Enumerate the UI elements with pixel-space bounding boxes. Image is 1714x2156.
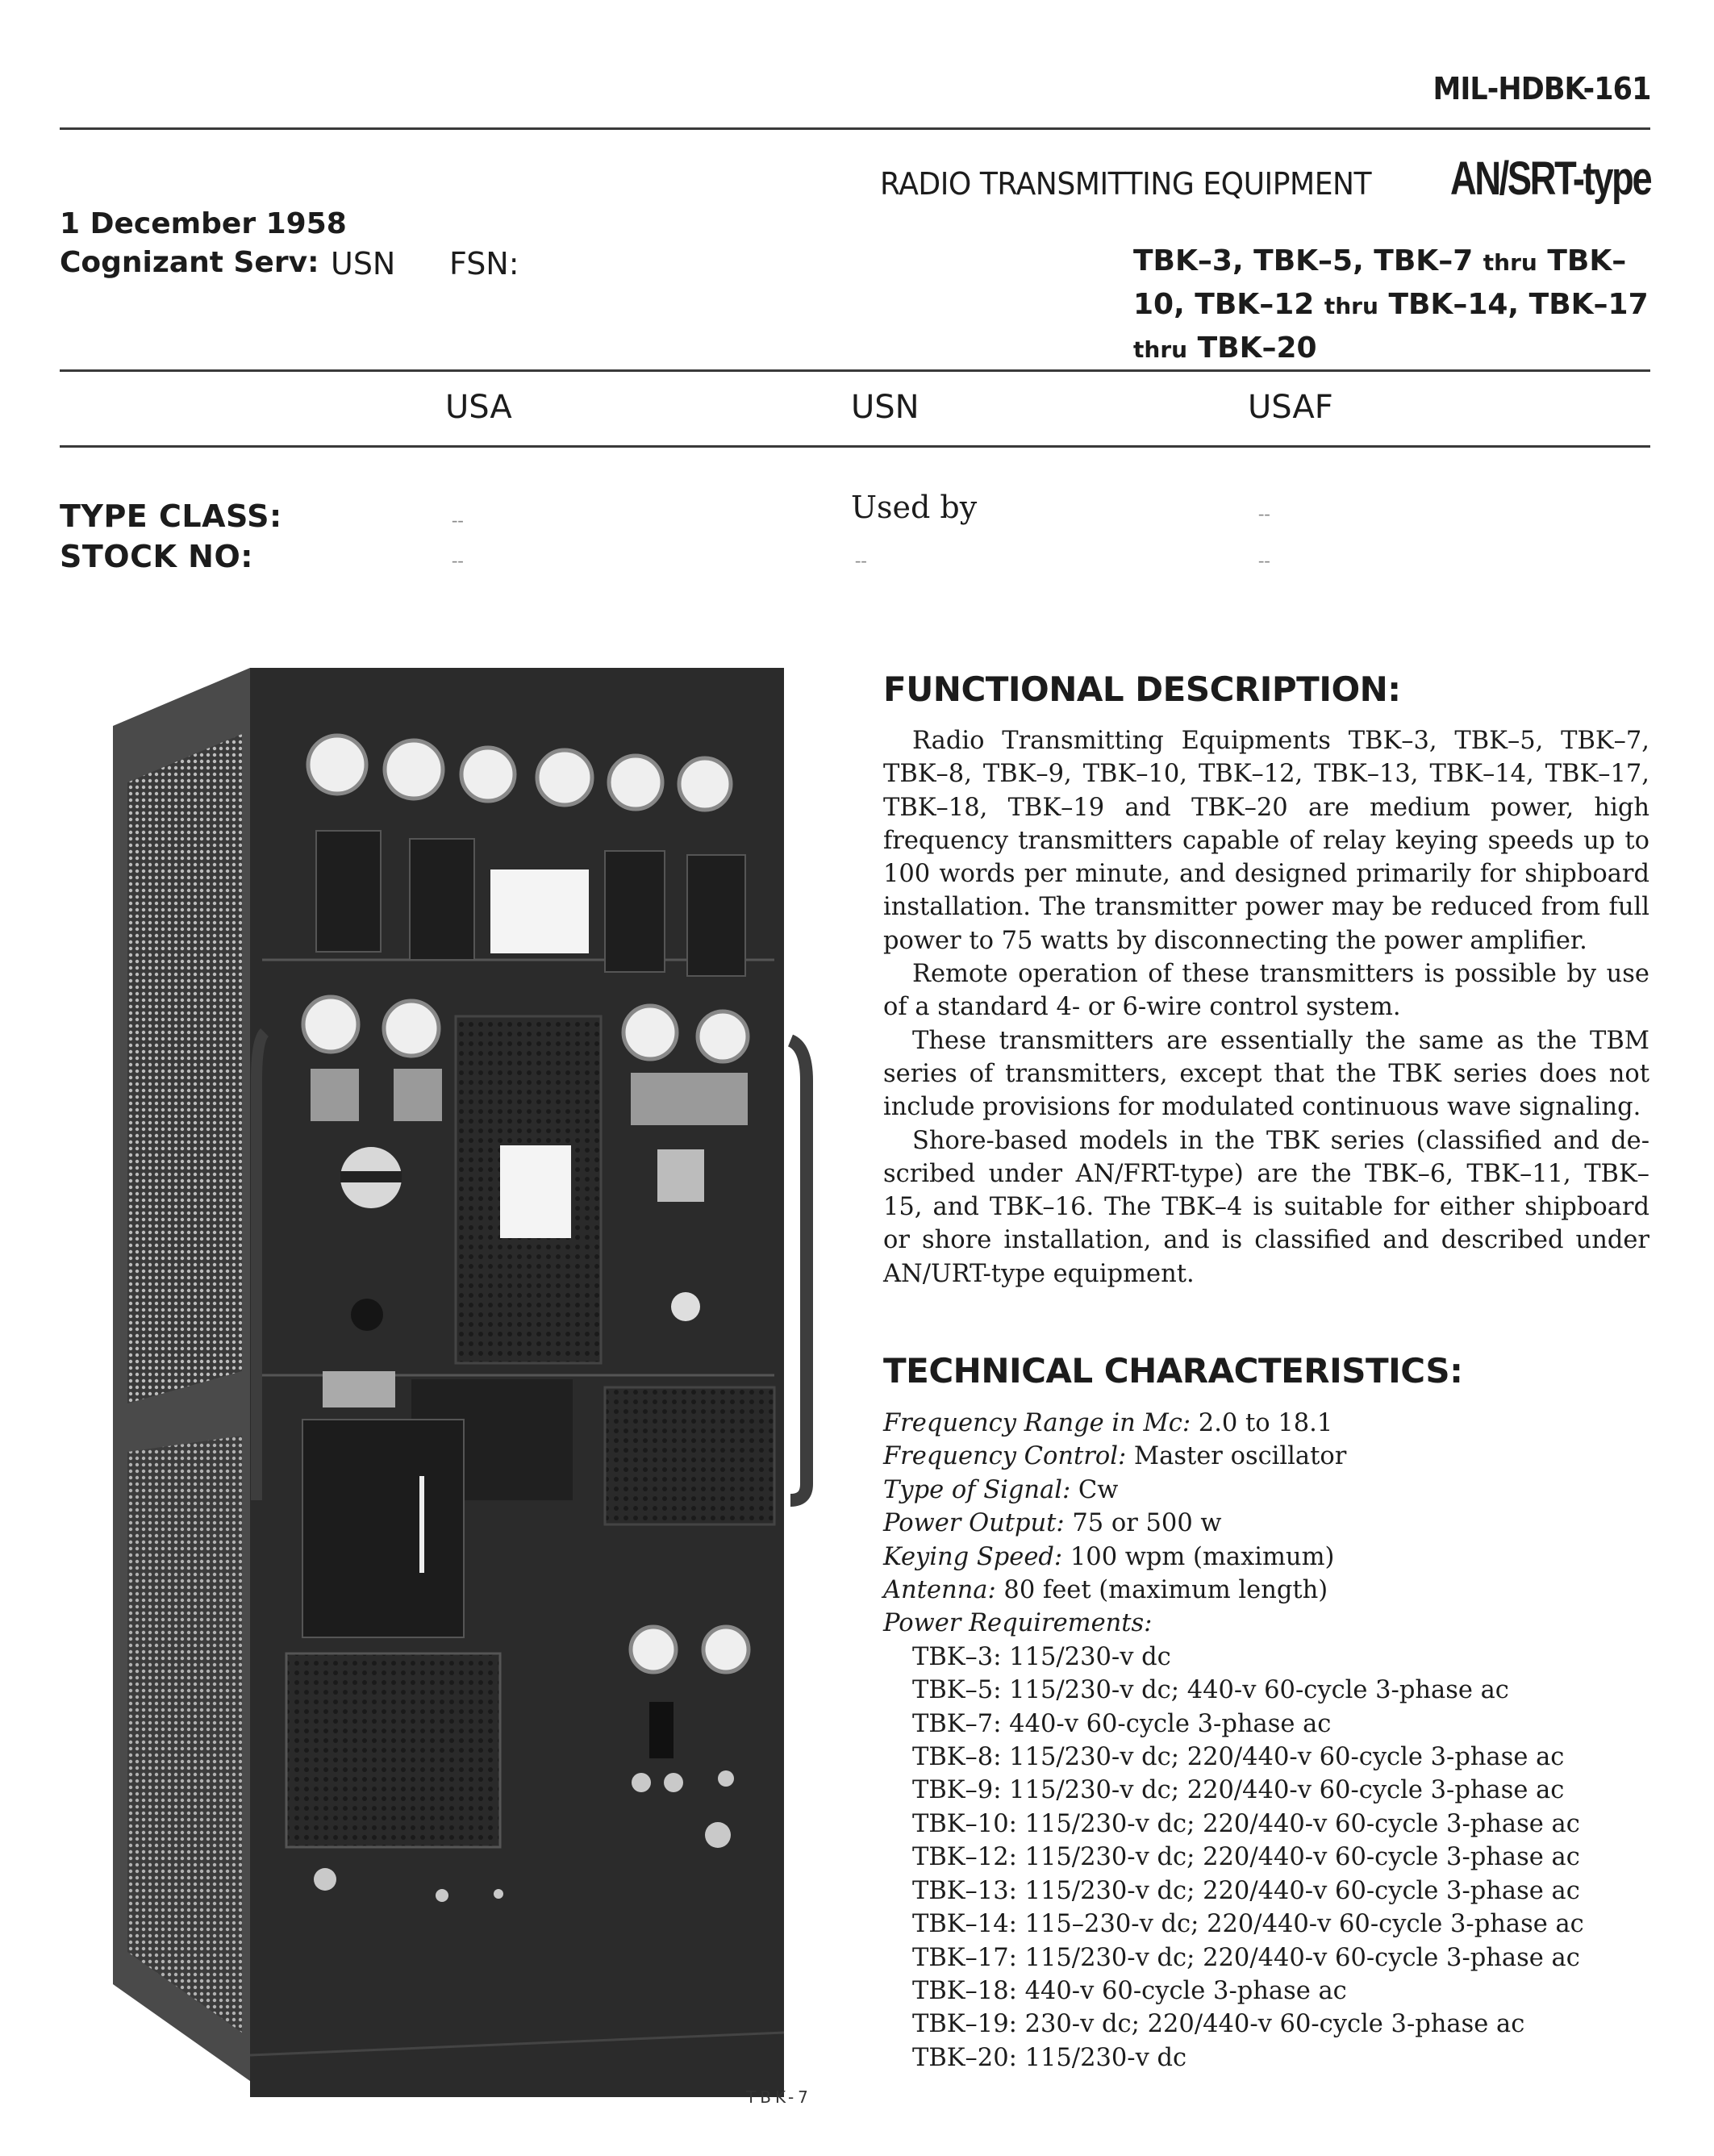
model-names: TBK–10, TBK–12 bbox=[1133, 244, 1627, 321]
power-requirement-model: TBK–20: bbox=[912, 2043, 1017, 2072]
tech-item-value: Cw bbox=[1070, 1475, 1119, 1504]
tech-item-value: 2.0 to 18.1 bbox=[1191, 1409, 1333, 1437]
power-requirement-model: TBK–13: bbox=[912, 1876, 1017, 1905]
tech-item bbox=[883, 1607, 1658, 1640]
type-class-label: TYPE CLASS: bbox=[60, 498, 282, 534]
stock-no-usn: -- bbox=[855, 550, 867, 570]
power-requirement-row bbox=[883, 1808, 1658, 1841]
stock-no-usa: -- bbox=[452, 550, 464, 570]
power-requirement-value: 115/230-v dc; 220/440-v 60-cycle 3-phase ac bbox=[1001, 1743, 1565, 1772]
tech-item bbox=[883, 1574, 1658, 1607]
side-vent-upper bbox=[127, 734, 242, 1403]
fd-paragraph: Radio Transmitting Equipments TBK–3, TBK–5, TBK–7, TBK–8, TBK–9, TBK–10, TBK–12, TBK–13, TBK–14, TBK–17, TBK–18, TBK–19 and TBK–20 are medium power, high frequency transmitters capable of relay keying speeds up to 100 words per minute, and designed primarily for shipboard installation. The transmitter power may be reduced from full power to 75 watts by disconnecting the power amplifier. bbox=[883, 727, 1649, 955]
model-range-word: thru bbox=[1483, 249, 1537, 276]
functional-description-title: FUNCTIONAL DESCRIPTION: bbox=[883, 669, 1401, 709]
stock-no-usaf: -- bbox=[1258, 550, 1270, 570]
power-requirement-model: TBK–5: bbox=[912, 1676, 1002, 1705]
equipment-photo bbox=[89, 661, 831, 2097]
power-requirement-row bbox=[883, 1941, 1658, 1975]
tech-item-label: Keying Speed: bbox=[883, 1542, 1063, 1571]
header-rule-top bbox=[60, 127, 1650, 130]
power-requirement-row bbox=[883, 1975, 1658, 2008]
side-vent-lower bbox=[127, 1436, 242, 2033]
fsn-label: FSN: bbox=[449, 246, 519, 281]
tech-item bbox=[883, 1507, 1658, 1540]
service-header-usa: USA bbox=[445, 389, 512, 426]
power-requirement-value: 115/230-v dc; 220/440-v 60-cycle 3-phase ac bbox=[1016, 1876, 1580, 1905]
power-requirement-row bbox=[883, 1641, 1658, 1674]
tech-item-label: Frequency Control: bbox=[883, 1442, 1127, 1471]
power-requirement-value: 115/230-v dc; 220/440-v 60-cycle 3-phase ac bbox=[1016, 1843, 1580, 1872]
power-requirement-model: TBK–7: bbox=[912, 1709, 1002, 1738]
tech-item-value: 100 wpm (maximum) bbox=[1062, 1542, 1335, 1571]
header-rule-bottom bbox=[60, 445, 1650, 448]
power-requirement-row bbox=[883, 1774, 1658, 1807]
tech-item-value: 75 or 500 w bbox=[1064, 1509, 1222, 1538]
tech-item-label: Power Requirements: bbox=[883, 1609, 1153, 1638]
model-names: TBK–20 bbox=[1187, 332, 1317, 365]
model-names: TBK–14, TBK–17 bbox=[1378, 288, 1649, 321]
service-header-usaf: USAF bbox=[1248, 389, 1333, 426]
model-range-word: thru bbox=[1324, 293, 1378, 319]
power-requirement-row bbox=[883, 1741, 1658, 1774]
service-header-usn: USN bbox=[851, 389, 920, 426]
power-requirement-row bbox=[883, 1708, 1658, 1741]
power-requirement-model: TBK–12: bbox=[912, 1843, 1017, 1872]
lower-vent bbox=[286, 1653, 500, 1847]
power-requirement-value: 440-v 60-cycle 3-phase ac bbox=[1001, 1709, 1332, 1738]
tech-item-label: Antenna: bbox=[883, 1576, 996, 1605]
fd-paragraph: Shore-based models in the TBK series (classified and described under AN/FRT-type) are the TBK–6, TBK–11, TBK–15, and TBK–16. The TBK–4 is suitable for either shipboard or shore installation, and is classified and described under AN/URT-type equipment. bbox=[883, 1126, 1649, 1288]
power-requirement-value: 115/230-v dc bbox=[1016, 2043, 1187, 2072]
window-top bbox=[490, 869, 589, 953]
power-requirement-model: TBK–14: bbox=[912, 1910, 1017, 1939]
power-requirement-row bbox=[883, 2041, 1658, 2075]
power-requirement-value: 115/230-v dc; 440-v 60-cycle 3-phase ac bbox=[1001, 1676, 1509, 1705]
power-requirement-model: TBK–17: bbox=[912, 1943, 1017, 1972]
power-requirement-row bbox=[883, 1841, 1658, 1874]
equipment-title-main: RADIO TRANSMITTING EQUIPMENT bbox=[879, 166, 1371, 202]
fd-paragraph: These transmitters are essentially the same as the TBM series of transmitters, except that the TBK series does not include provisions for modulated continuous wave signaling. bbox=[883, 1026, 1649, 1122]
tech-item-label: Power Output: bbox=[883, 1509, 1065, 1538]
model-range-word: thru bbox=[1133, 336, 1188, 363]
publication-date: 1 December 1958 bbox=[60, 207, 347, 240]
header-rule-middle bbox=[60, 369, 1650, 372]
power-requirement-value: 440-v 60-cycle 3-phase ac bbox=[1016, 1976, 1347, 2005]
cognizant-serv-label: Cognizant Serv: bbox=[60, 246, 319, 279]
power-requirement-row bbox=[883, 2008, 1658, 2041]
power-requirement-model: TBK–19: bbox=[912, 2010, 1017, 2039]
model-names: TBK–3, TBK–5, TBK–7 bbox=[1133, 244, 1483, 277]
power-requirement-row bbox=[883, 1908, 1658, 1941]
tech-item-value: Master oscillator bbox=[1126, 1442, 1347, 1471]
document-id: MIL-HDBK-161 bbox=[1432, 71, 1650, 106]
power-requirement-value: 115/230-v dc; 220/440-v 60-cycle 3-phase ac bbox=[1001, 1776, 1565, 1805]
power-requirement-model: TBK–10: bbox=[912, 1809, 1017, 1838]
tech-item-label: Frequency Range in Mc: bbox=[883, 1409, 1191, 1437]
power-requirement-row bbox=[883, 1875, 1658, 1908]
equipment-type: AN/SRT-type bbox=[1449, 152, 1650, 205]
power-requirement-value: 115–230-v dc; 220/440-v 60-cycle 3-phase ac bbox=[1016, 1910, 1584, 1939]
technical-characteristics-title: TECHNICAL CHARACTERISTICS: bbox=[883, 1351, 1463, 1391]
functional-description-body bbox=[883, 724, 1649, 1291]
tech-item-value: 80 feet (maximum length) bbox=[995, 1576, 1328, 1605]
photo-caption: TBK-7 bbox=[746, 2087, 812, 2107]
power-requirement-row bbox=[883, 1674, 1658, 1707]
cognizant-serv-value: USN bbox=[331, 246, 396, 281]
power-requirement-value: 115/230-v dc; 220/440-v 60-cycle 3-phase ac bbox=[1016, 1809, 1580, 1838]
power-requirement-model: TBK–9: bbox=[912, 1776, 1002, 1805]
model-list bbox=[1133, 240, 1649, 371]
technical-characteristics-list bbox=[883, 1407, 1658, 2075]
power-requirement-value: 115/230-v dc bbox=[1001, 1642, 1171, 1671]
tech-item bbox=[883, 1440, 1658, 1473]
tech-item-label: Type of Signal: bbox=[883, 1475, 1071, 1504]
power-requirement-model: TBK–8: bbox=[912, 1743, 1002, 1772]
tech-item bbox=[883, 1474, 1658, 1507]
type-class-usa: -- bbox=[452, 510, 464, 530]
used-by-label: Used by bbox=[851, 490, 978, 525]
power-requirement-value: 230-v dc; 220/440-v 60-cycle 3-phase ac bbox=[1016, 2010, 1525, 2039]
equipment-title bbox=[854, 152, 1650, 206]
tech-item bbox=[883, 1541, 1658, 1574]
power-requirement-model: TBK–18: bbox=[912, 1976, 1017, 2005]
power-requirement-model: TBK–3: bbox=[912, 1642, 1002, 1671]
window-middle bbox=[500, 1145, 571, 1238]
fd-paragraph: Remote operation of these transmitters is possible by use of a standard 4- or 6-wire control system. bbox=[883, 960, 1649, 1022]
tech-item bbox=[883, 1407, 1658, 1440]
type-class-usaf: -- bbox=[1258, 503, 1270, 523]
stock-no-label: STOCK NO: bbox=[60, 539, 253, 574]
power-requirement-value: 115/230-v dc; 220/440-v 60-cycle 3-phase ac bbox=[1016, 1943, 1580, 1972]
